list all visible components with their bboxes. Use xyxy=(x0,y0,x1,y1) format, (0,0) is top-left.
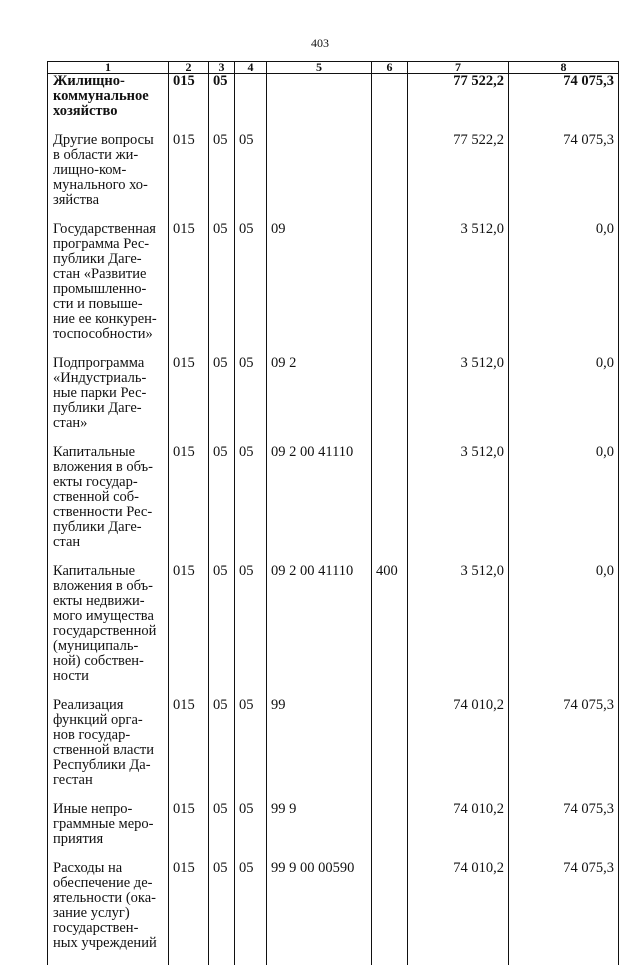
table-row xyxy=(48,356,619,445)
cell-section-code: 05 xyxy=(209,802,235,861)
row-name-line: публики Даге- xyxy=(53,401,164,416)
table-row xyxy=(48,564,619,698)
column-header-row xyxy=(48,62,619,74)
cell-ministry-code: 015 xyxy=(169,133,209,222)
table-row xyxy=(48,802,619,861)
row-name-line: ных учреждений xyxy=(53,936,164,951)
row-name-line: ственной власти xyxy=(53,743,164,758)
row-name-line: приятия xyxy=(53,832,164,847)
cell-subsection-code: 05 xyxy=(235,861,267,965)
cell-target-article-code: 09 2 00 41110 xyxy=(267,564,372,698)
row-name xyxy=(48,74,169,134)
column-header-7: 7 xyxy=(408,62,509,74)
table-body xyxy=(48,74,619,965)
cell-amount-year-1: 3 512,0 xyxy=(408,445,509,564)
row-name-line: сти и повыше- xyxy=(53,297,164,312)
cell-amount-year-2: 0,0 xyxy=(509,356,619,445)
cell-ministry-code: 015 xyxy=(169,222,209,356)
row-name xyxy=(48,445,169,564)
table-row xyxy=(48,445,619,564)
row-name-line: хозяйство xyxy=(53,104,164,119)
cell-expense-type-code xyxy=(372,74,408,134)
row-name-line: гестан xyxy=(53,773,164,788)
table-row xyxy=(48,133,619,222)
cell-subsection-code: 05 xyxy=(235,698,267,802)
cell-expense-type-code xyxy=(372,356,408,445)
table-row xyxy=(48,861,619,965)
row-name-line: обеспечение де- xyxy=(53,876,164,891)
budget-table xyxy=(47,61,619,965)
row-name-line: государствен- xyxy=(53,921,164,936)
column-header-5: 5 xyxy=(267,62,372,74)
row-name-line: Капитальные xyxy=(53,445,164,460)
column-header-4: 4 xyxy=(235,62,267,74)
row-name-line: Подпрограмма xyxy=(53,356,164,371)
cell-amount-year-2: 0,0 xyxy=(509,222,619,356)
cell-amount-year-1: 74 010,2 xyxy=(408,802,509,861)
cell-ministry-code: 015 xyxy=(169,698,209,802)
cell-target-article-code xyxy=(267,74,372,134)
cell-amount-year-2: 0,0 xyxy=(509,564,619,698)
row-name-line: Реализация xyxy=(53,698,164,713)
cell-target-article-code: 99 9 xyxy=(267,802,372,861)
cell-target-article-code: 99 xyxy=(267,698,372,802)
table-row xyxy=(48,74,619,134)
row-name-line: лищно-ком- xyxy=(53,163,164,178)
cell-section-code: 05 xyxy=(209,356,235,445)
cell-ministry-code: 015 xyxy=(169,802,209,861)
cell-target-article-code: 09 2 xyxy=(267,356,372,445)
row-name-line: ние ее конкурен- xyxy=(53,312,164,327)
row-name-line: тоспособности» xyxy=(53,327,164,342)
row-name-line: (муниципаль- xyxy=(53,639,164,654)
cell-expense-type-code xyxy=(372,222,408,356)
cell-ministry-code: 015 xyxy=(169,861,209,965)
cell-subsection-code: 05 xyxy=(235,222,267,356)
row-name-line: ности xyxy=(53,669,164,684)
cell-expense-type-code: 400 xyxy=(372,564,408,698)
cell-target-article-code: 99 9 00 00590 xyxy=(267,861,372,965)
cell-expense-type-code xyxy=(372,802,408,861)
row-name xyxy=(48,861,169,965)
cell-subsection-code: 05 xyxy=(235,133,267,222)
row-name-line: ные парки Рес- xyxy=(53,386,164,401)
row-name-line: Иные непро- xyxy=(53,802,164,817)
page-number: 403 xyxy=(0,36,640,51)
cell-subsection-code xyxy=(235,74,267,134)
row-name-line: ственной соб- xyxy=(53,490,164,505)
row-name-line: функций орга- xyxy=(53,713,164,728)
row-name-line: ной) собствен- xyxy=(53,654,164,669)
cell-section-code: 05 xyxy=(209,222,235,356)
row-name-line: нов государ- xyxy=(53,728,164,743)
row-name-line: публики Даге- xyxy=(53,252,164,267)
row-name-line: зяйства xyxy=(53,193,164,208)
cell-target-article-code: 09 xyxy=(267,222,372,356)
row-name-line: в области жи- xyxy=(53,148,164,163)
cell-amount-year-2: 74 075,3 xyxy=(509,133,619,222)
cell-section-code: 05 xyxy=(209,133,235,222)
row-name-line: граммные меро- xyxy=(53,817,164,832)
row-name-line: Другие вопросы xyxy=(53,133,164,148)
cell-amount-year-1: 3 512,0 xyxy=(408,222,509,356)
cell-ministry-code: 015 xyxy=(169,356,209,445)
row-name xyxy=(48,564,169,698)
cell-section-code: 05 xyxy=(209,74,235,134)
cell-section-code: 05 xyxy=(209,445,235,564)
row-name xyxy=(48,698,169,802)
row-name-line: промышленно- xyxy=(53,282,164,297)
cell-amount-year-2: 74 075,3 xyxy=(509,802,619,861)
cell-expense-type-code xyxy=(372,445,408,564)
row-name xyxy=(48,133,169,222)
cell-amount-year-2: 74 075,3 xyxy=(509,698,619,802)
cell-target-article-code: 09 2 00 41110 xyxy=(267,445,372,564)
row-name-line: публики Даге- xyxy=(53,520,164,535)
row-name-line: Расходы на xyxy=(53,861,164,876)
row-name-line: Жилищно- xyxy=(53,74,164,89)
row-name-line: мого имущества xyxy=(53,609,164,624)
cell-ministry-code: 015 xyxy=(169,74,209,134)
cell-section-code: 05 xyxy=(209,698,235,802)
cell-amount-year-1: 77 522,2 xyxy=(408,133,509,222)
column-header-3: 3 xyxy=(209,62,235,74)
cell-expense-type-code xyxy=(372,698,408,802)
cell-amount-year-1: 3 512,0 xyxy=(408,564,509,698)
cell-amount-year-2: 74 075,3 xyxy=(509,861,619,965)
row-name xyxy=(48,802,169,861)
row-name xyxy=(48,222,169,356)
row-name-line: зание услуг) xyxy=(53,906,164,921)
cell-subsection-code: 05 xyxy=(235,564,267,698)
cell-ministry-code: 015 xyxy=(169,564,209,698)
column-header-2: 2 xyxy=(169,62,209,74)
cell-subsection-code: 05 xyxy=(235,445,267,564)
row-name-line: мунального хо- xyxy=(53,178,164,193)
cell-expense-type-code xyxy=(372,133,408,222)
row-name xyxy=(48,356,169,445)
row-name-line: екты недвижи- xyxy=(53,594,164,609)
cell-amount-year-1: 3 512,0 xyxy=(408,356,509,445)
row-name-line: екты государ- xyxy=(53,475,164,490)
cell-ministry-code: 015 xyxy=(169,445,209,564)
row-name-line: программа Рес- xyxy=(53,237,164,252)
cell-amount-year-2: 0,0 xyxy=(509,445,619,564)
row-name-line: «Индустриаль- xyxy=(53,371,164,386)
cell-target-article-code xyxy=(267,133,372,222)
row-name-line: ятельности (ока- xyxy=(53,891,164,906)
row-name-line: стан» xyxy=(53,416,164,431)
row-name-line: вложения в объ- xyxy=(53,460,164,475)
row-name-line: стан xyxy=(53,535,164,550)
cell-section-code: 05 xyxy=(209,861,235,965)
row-name-line: Капитальные xyxy=(53,564,164,579)
cell-amount-year-1: 74 010,2 xyxy=(408,861,509,965)
table-row xyxy=(48,222,619,356)
cell-amount-year-2: 74 075,3 xyxy=(509,74,619,134)
cell-amount-year-1: 74 010,2 xyxy=(408,698,509,802)
column-header-8: 8 xyxy=(509,62,619,74)
column-header-1: 1 xyxy=(48,62,169,74)
column-header-6: 6 xyxy=(372,62,408,74)
row-name-line: коммунальное xyxy=(53,89,164,104)
cell-section-code: 05 xyxy=(209,564,235,698)
row-name-line: вложения в объ- xyxy=(53,579,164,594)
cell-amount-year-1: 77 522,2 xyxy=(408,74,509,134)
table-row xyxy=(48,698,619,802)
cell-subsection-code: 05 xyxy=(235,802,267,861)
row-name-line: государственной xyxy=(53,624,164,639)
row-name-line: стан «Развитие xyxy=(53,267,164,282)
cell-subsection-code: 05 xyxy=(235,356,267,445)
row-name-line: ственности Рес- xyxy=(53,505,164,520)
row-name-line: Республики Да- xyxy=(53,758,164,773)
cell-expense-type-code xyxy=(372,861,408,965)
row-name-line: Государственная xyxy=(53,222,164,237)
